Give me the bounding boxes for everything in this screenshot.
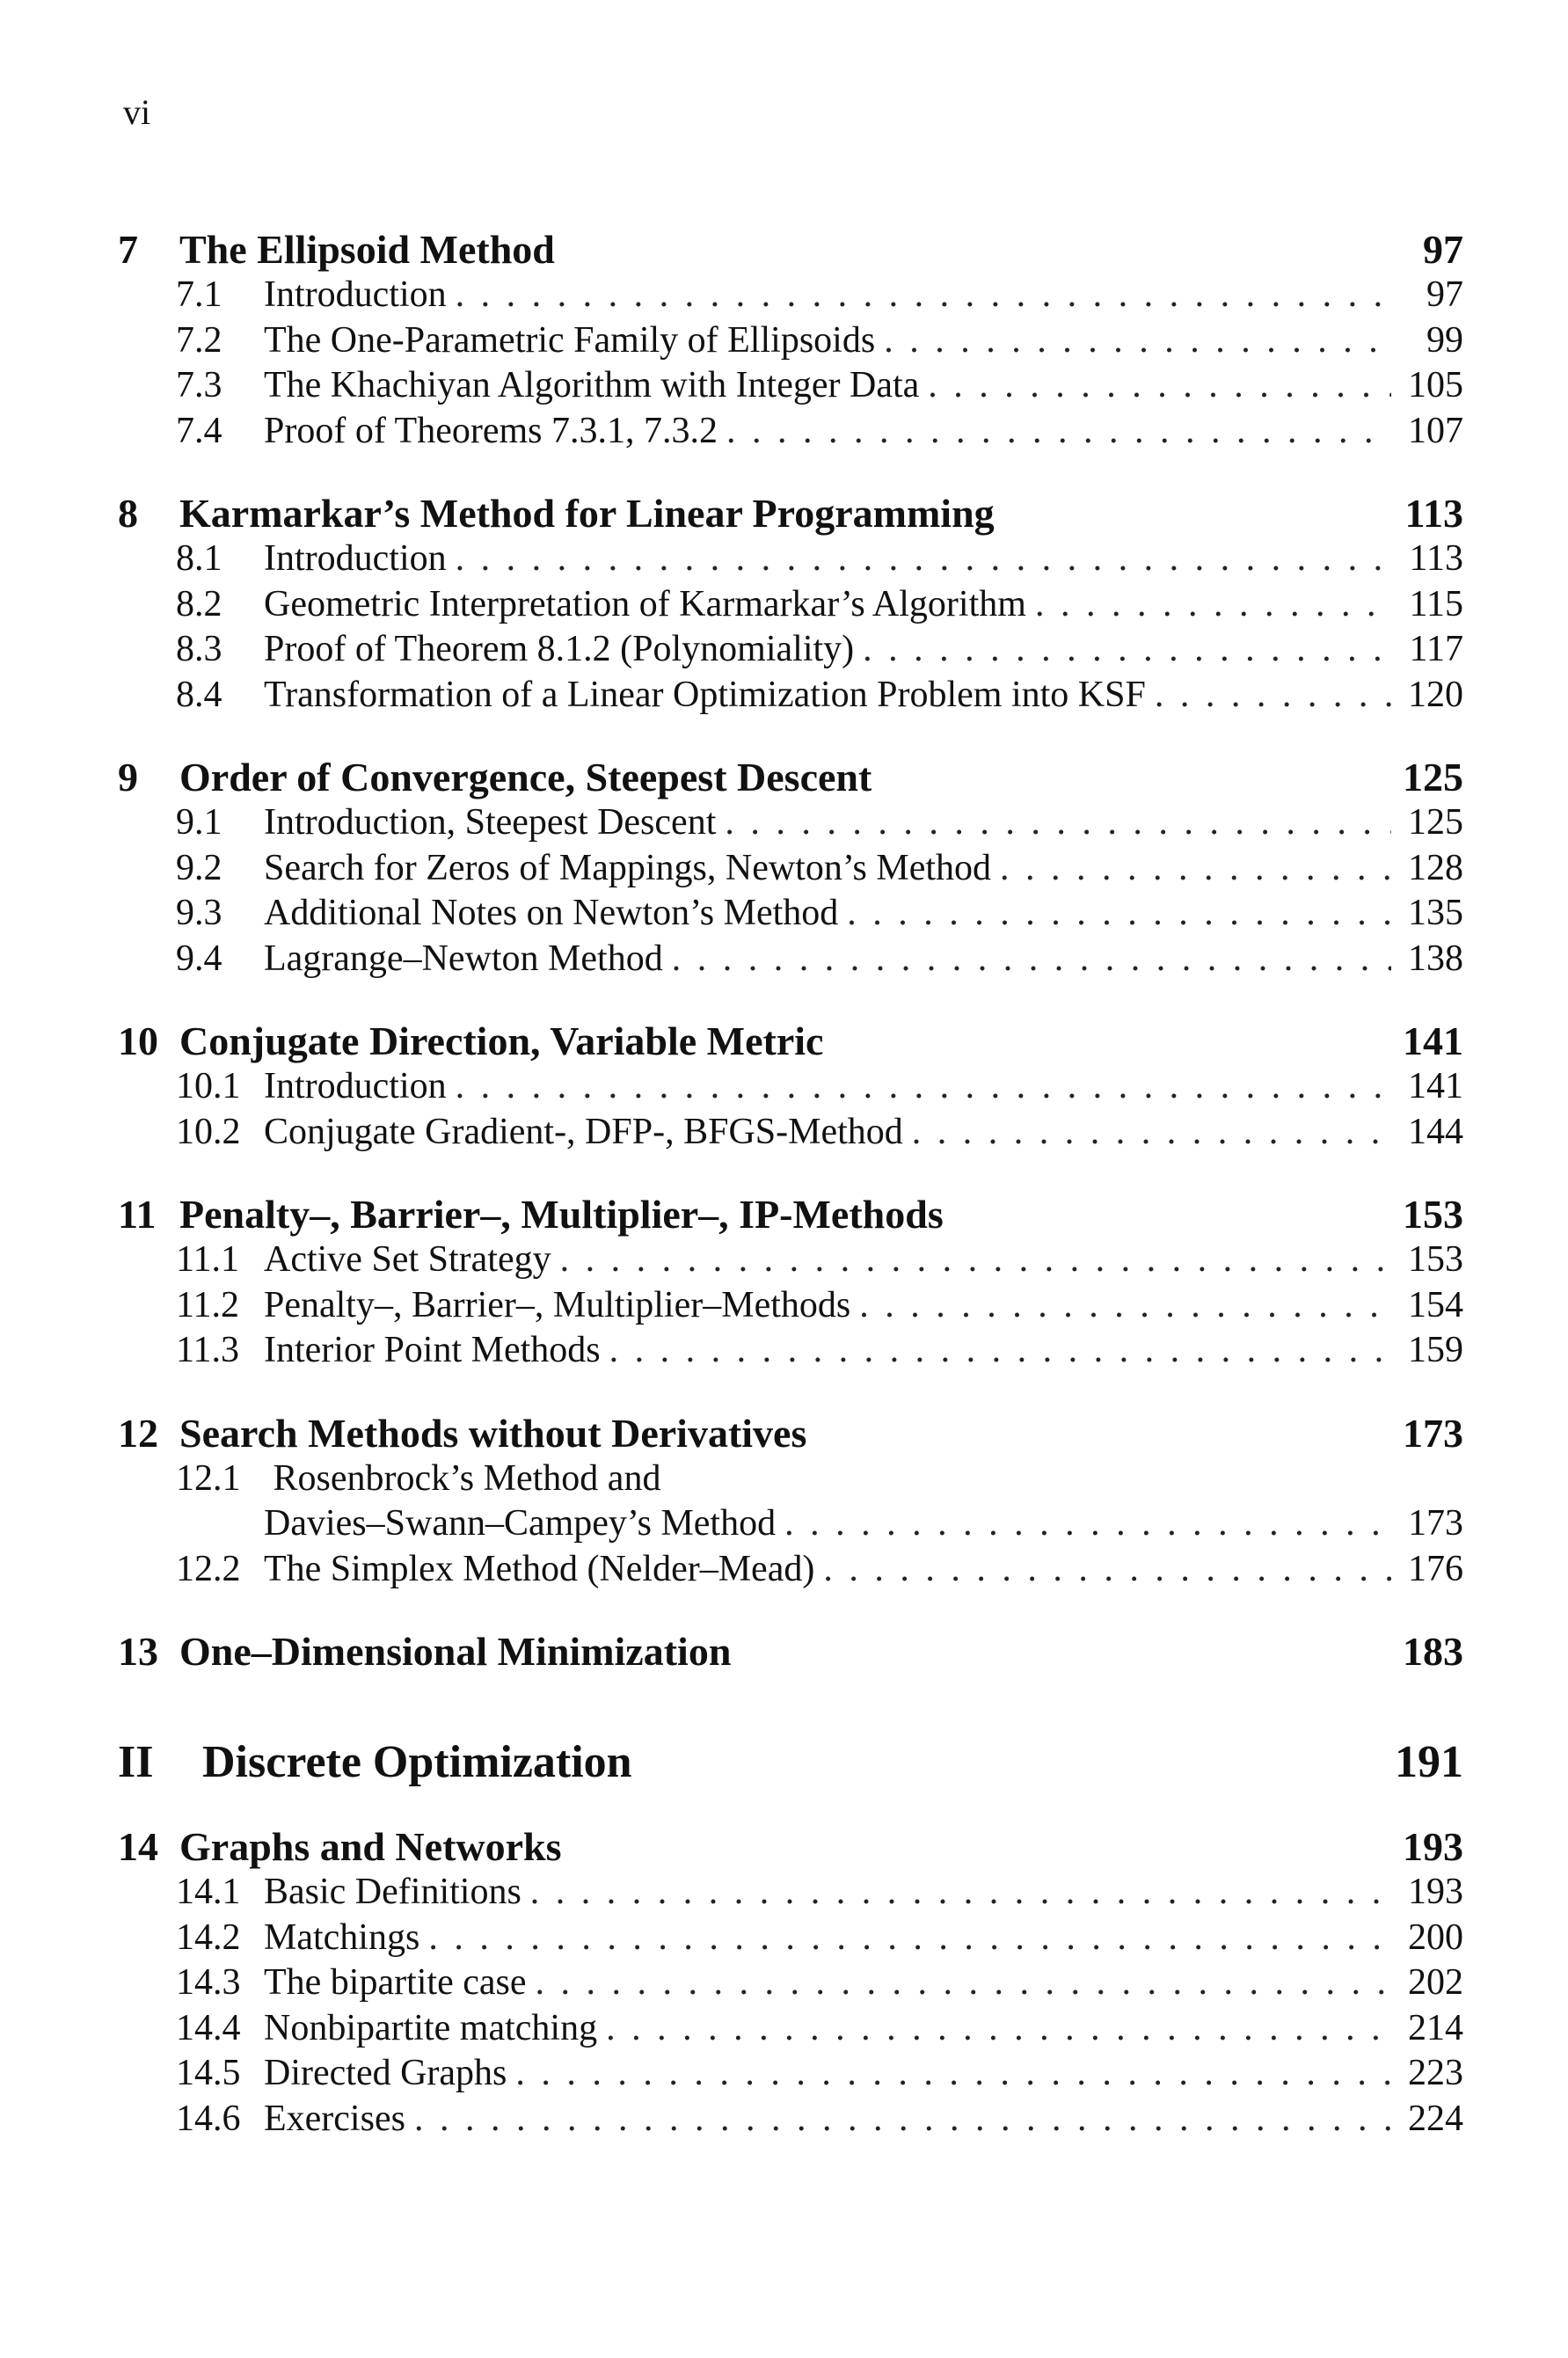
chapter-heading[interactable]	[118, 1411, 1463, 1456]
section-number: 9.1	[176, 802, 222, 843]
dot-leader	[530, 1870, 1391, 1916]
section-page: 173	[1408, 1503, 1463, 1544]
toc-entry[interactable]	[118, 1328, 1463, 1374]
toc-entry[interactable]	[118, 1547, 1463, 1593]
toc-entry[interactable]	[118, 627, 1463, 673]
chapter-11	[118, 1192, 1463, 1374]
section-title: The bipartite case	[264, 1962, 527, 2003]
section-page: 138	[1408, 938, 1463, 979]
section-page: 99	[1426, 319, 1463, 361]
chapter-9	[118, 755, 1463, 982]
chapter-page: 193	[1403, 1824, 1463, 1869]
page-number: vi	[123, 92, 151, 132]
dot-leader	[456, 537, 1391, 582]
chapter-10	[118, 1018, 1463, 1155]
toc-entry[interactable]	[118, 273, 1463, 318]
toc-entry[interactable]	[118, 318, 1463, 364]
section-title: Introduction	[264, 274, 447, 315]
section-number: 9.3	[176, 893, 222, 933]
chapter-number: 11	[118, 1192, 157, 1237]
chapter-13	[118, 1629, 1463, 1675]
section-page: 97	[1426, 274, 1463, 315]
dot-leader	[672, 937, 1391, 982]
chapter-number: 12	[118, 1410, 158, 1456]
section-page: 223	[1408, 2053, 1463, 2093]
section-page: 200	[1408, 1916, 1463, 1958]
section-page: 125	[1408, 802, 1463, 843]
toc-entry[interactable]	[118, 846, 1463, 892]
section-title: Introduction	[264, 1066, 447, 1106]
dot-leader	[726, 409, 1391, 455]
dot-leader	[456, 1064, 1391, 1110]
section-title: Proof of Theorems 7.3.1, 7.3.2	[264, 410, 718, 451]
part-heading[interactable]	[118, 1736, 1463, 1789]
section-number: 7.1	[176, 274, 222, 315]
chapter-number: 8	[118, 491, 138, 536]
section-title: Geometric Interpretation of Karmarkar’s Algorithm	[264, 583, 1026, 624]
section-page: 105	[1408, 365, 1463, 405]
section-page: 144	[1408, 1111, 1463, 1152]
dot-leader	[928, 363, 1391, 409]
section-page: 153	[1408, 1239, 1463, 1280]
section-title: Exercises	[264, 2098, 405, 2139]
chapter-number: 9	[118, 755, 138, 799]
section-title: Proof of Theorem 8.1.2 (Polynomiality)	[264, 629, 855, 669]
section-page: 141	[1408, 1066, 1463, 1106]
section-number: 12.1	[176, 1457, 241, 1499]
chapter-page: 125	[1403, 755, 1463, 799]
chapter-heading[interactable]	[118, 1192, 1463, 1237]
chapter-page: 113	[1404, 491, 1463, 536]
chapter-page: 173	[1403, 1410, 1463, 1456]
toc-entry[interactable]	[118, 891, 1463, 937]
section-number: 7.3	[176, 365, 222, 405]
toc-entry[interactable]	[118, 2051, 1463, 2097]
toc-entry[interactable]	[118, 582, 1463, 628]
chapter-14	[118, 1824, 1463, 2142]
dot-leader	[784, 1501, 1391, 1547]
section-page: 113	[1409, 538, 1463, 579]
toc-entry[interactable]	[118, 409, 1463, 455]
section-page: 128	[1408, 847, 1463, 888]
toc-entry[interactable]	[118, 1960, 1463, 2006]
dot-leader	[606, 2006, 1391, 2052]
section-number: 11.1	[176, 1239, 239, 1280]
chapter-page: 141	[1403, 1018, 1463, 1063]
dot-leader	[863, 627, 1391, 673]
section-page: 154	[1408, 1284, 1463, 1325]
section-number: 11.3	[176, 1330, 239, 1370]
section-number: 14.6	[176, 2098, 241, 2139]
chapter-title: Penalty–, Barrier–, Multiplier–, IP-Methods	[179, 1192, 944, 1237]
section-title: The Simplex Method (Nelder–Mead)	[264, 1548, 815, 1589]
dot-leader	[823, 1547, 1391, 1593]
section-number: 8.1	[176, 538, 222, 579]
part-page: 191	[1395, 1737, 1463, 1787]
chapter-number: 10	[118, 1018, 158, 1063]
chapter-heading[interactable]	[118, 755, 1463, 800]
dot-leader	[456, 273, 1391, 318]
toc-entry[interactable]	[118, 1237, 1463, 1283]
section-title: Introduction, Steepest Descent	[264, 802, 717, 843]
section-title: The Khachiyan Algorithm with Integer Data	[264, 365, 920, 405]
section-page: 202	[1408, 1962, 1463, 2003]
section-title: Additional Notes on Newton’s Method	[264, 893, 839, 933]
dot-leader	[428, 1916, 1391, 1961]
dot-leader	[536, 1960, 1391, 2006]
dot-leader	[1035, 582, 1391, 628]
chapter-8	[118, 491, 1463, 718]
chapter-7	[118, 227, 1463, 454]
toc-entry[interactable]	[118, 363, 1463, 409]
part-number: II	[118, 1737, 154, 1787]
section-page: 117	[1409, 629, 1463, 669]
toc-entry[interactable]	[118, 1064, 1463, 1110]
section-title: Interior Point Methods	[264, 1330, 601, 1370]
chapter-title: Search Methods without Derivatives	[179, 1410, 807, 1456]
chapter-number: 7	[118, 227, 138, 272]
toc-entry[interactable]	[118, 2097, 1463, 2143]
toc-entry-continued[interactable]	[118, 1501, 1463, 1547]
toc-entry[interactable]	[118, 800, 1463, 846]
toc-entry[interactable]	[118, 1110, 1463, 1156]
chapter-title: Graphs and Networks	[179, 1824, 562, 1869]
section-page: 120	[1408, 674, 1463, 715]
chapter-page: 97	[1423, 227, 1463, 272]
section-title: Basic Definitions	[264, 1872, 521, 1912]
chapter-heading[interactable]	[118, 1824, 1463, 1870]
section-title: Active Set Strategy	[264, 1239, 551, 1280]
section-number: 7.2	[176, 319, 222, 361]
dot-leader	[560, 1237, 1391, 1283]
section-title: Nonbipartite matching	[264, 2007, 598, 2048]
section-number: 9.2	[176, 847, 222, 888]
section-title: Search for Zeros of Mappings, Newton’s Method	[264, 847, 991, 888]
dot-leader	[884, 318, 1391, 364]
section-number: 11.2	[176, 1284, 239, 1325]
table-of-contents	[118, 227, 1463, 2179]
chapter-number: 14	[118, 1824, 158, 1869]
section-page: 214	[1408, 2007, 1463, 2048]
section-number: 9.4	[176, 938, 222, 979]
toc-entry[interactable]	[118, 1283, 1463, 1329]
section-title: Directed Graphs	[264, 2053, 507, 2093]
section-title: Transformation of a Linear Optimization Problem into KSF	[264, 674, 1146, 715]
section-page: 193	[1408, 1872, 1463, 1912]
section-page: 135	[1408, 893, 1463, 933]
chapter-page: 153	[1403, 1192, 1463, 1237]
dot-leader	[1000, 846, 1391, 892]
section-page: 115	[1409, 583, 1463, 624]
section-title: Conjugate Gradient-, DFP-, BFGS-Method	[264, 1111, 903, 1152]
section-number: 10.1	[176, 1066, 241, 1106]
dot-leader	[912, 1110, 1391, 1156]
dot-leader	[414, 2097, 1391, 2143]
section-page: 107	[1408, 410, 1463, 451]
chapter-12	[118, 1411, 1463, 1593]
chapter-title: Karmarkar’s Method for Linear Programming	[179, 491, 995, 536]
toc-entry[interactable]	[118, 1456, 1463, 1502]
section-number: 14.4	[176, 2007, 241, 2048]
chapter-heading[interactable]	[118, 227, 1463, 273]
toc-entry[interactable]	[118, 1870, 1463, 1916]
section-number: 12.2	[176, 1548, 241, 1589]
section-title: Lagrange–Newton Method	[264, 938, 663, 979]
chapter-title: The Ellipsoid Method	[179, 227, 555, 272]
chapter-page: 183	[1403, 1629, 1463, 1674]
section-title-continued: Davies–Swann–Campey’s Method	[264, 1503, 777, 1544]
section-number: 10.2	[176, 1111, 241, 1152]
dot-leader	[847, 891, 1391, 937]
section-number: 8.3	[176, 629, 222, 669]
toc-entry[interactable]	[118, 937, 1463, 982]
toc-entry[interactable]	[118, 673, 1463, 719]
section-number: 8.4	[176, 674, 222, 715]
section-number: 8.2	[176, 583, 222, 624]
chapter-title: Conjugate Direction, Variable Metric	[179, 1018, 824, 1063]
section-page: 224	[1408, 2098, 1463, 2139]
section-title: Penalty–, Barrier–, Multiplier–Methods	[264, 1284, 851, 1325]
dot-leader	[725, 800, 1391, 846]
section-number: 14.5	[176, 2053, 241, 2093]
dot-leader	[609, 1328, 1391, 1374]
section-title: Introduction	[264, 538, 447, 579]
chapter-title: One–Dimensional Minimization	[179, 1629, 732, 1674]
section-number: 14.3	[176, 1962, 241, 2003]
dot-leader	[859, 1283, 1391, 1329]
section-number: 14.2	[176, 1916, 241, 1958]
section-title: Rosenbrock’s Method and	[273, 1457, 661, 1499]
dot-leader	[1155, 673, 1391, 719]
part-title: Discrete Optimization	[202, 1737, 632, 1787]
section-page: 176	[1408, 1548, 1463, 1589]
chapter-title: Order of Convergence, Steepest Descent	[179, 755, 872, 799]
section-page: 159	[1408, 1330, 1463, 1370]
toc-entry[interactable]	[118, 1916, 1463, 1961]
dot-leader	[515, 2051, 1391, 2097]
chapter-heading[interactable]	[118, 1018, 1463, 1064]
section-number: 14.1	[176, 1872, 241, 1912]
chapter-heading[interactable]	[118, 1629, 1463, 1675]
section-title: Matchings	[264, 1916, 420, 1958]
toc-entry[interactable]	[118, 2006, 1463, 2052]
chapter-heading[interactable]	[118, 491, 1463, 537]
section-number: 7.4	[176, 410, 222, 451]
toc-entry[interactable]	[118, 537, 1463, 582]
chapter-number: 13	[118, 1629, 158, 1674]
section-title: The One-Parametric Family of Ellipsoids	[264, 319, 876, 361]
